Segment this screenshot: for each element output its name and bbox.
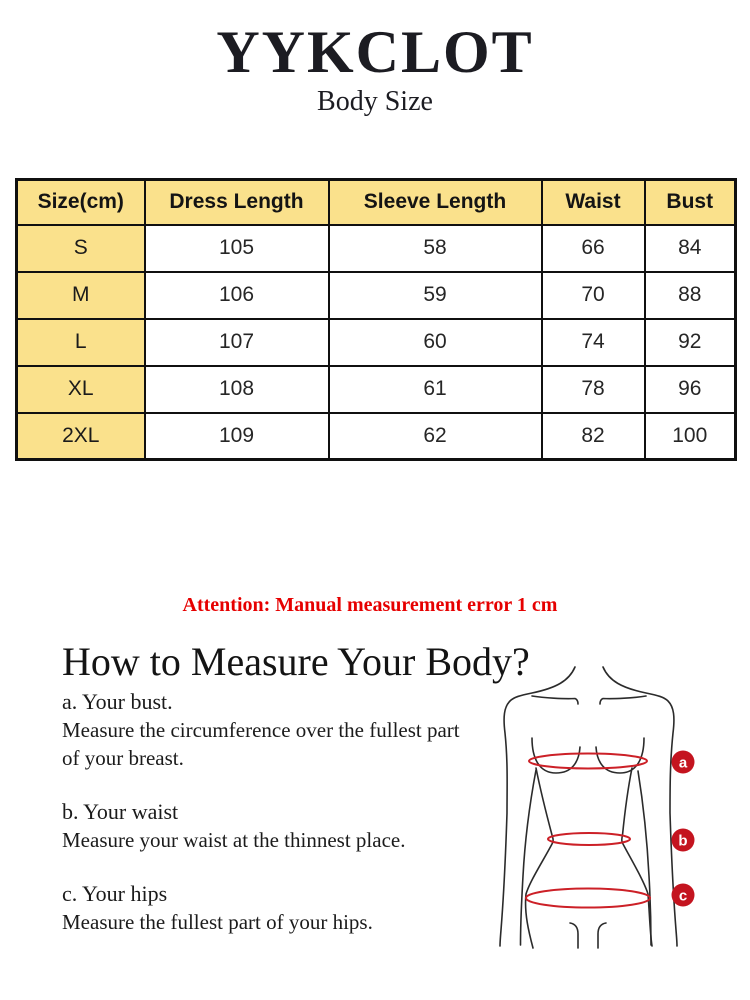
bust-instruction-label: a. Your bust. [62,689,173,714]
size-label: XL [17,366,145,413]
figure-left-torso-side [526,768,554,948]
waist-value: 74 [542,319,645,366]
hip-measure-line [526,889,650,908]
how-to-measure-title: How to Measure Your Body? [62,639,530,684]
table-row-2xl [17,413,736,460]
figure-left-inner-arm [521,770,537,945]
size-label: 2XL [17,413,145,460]
dress-length-value: 107 [145,319,329,366]
brand-title: YYKCLOT [216,19,534,85]
dress-length-value: 108 [145,366,329,413]
dress-length-value: 105 [145,225,329,272]
dress-length-value: 109 [145,413,329,460]
figure-left-collar-line [532,696,578,704]
waist-measure-line [548,833,630,845]
bust-value: 100 [645,413,736,460]
column-header-dress-length: Dress Length [145,180,329,225]
marker-b-letter: b [678,832,688,850]
bust-instruction-line: Measure the circumference over the fullest part [62,718,460,742]
hips-instruction [62,880,532,936]
waist-value: 82 [542,413,645,460]
how-to-measure-section [62,638,532,936]
size-label: M [17,272,145,319]
table-row-s [17,225,736,272]
sleeve-length-value: 59 [329,272,542,319]
sleeve-length-value: 62 [329,413,542,460]
column-header-sleeve-length: Sleeve Length [329,180,542,225]
size-table-header-row [17,180,736,225]
dress-length-value: 106 [145,272,329,319]
column-header-waist: Waist [542,180,645,225]
size-label: S [17,225,145,272]
body-figure-illustration [480,630,750,960]
bust-instruction [62,688,532,772]
attention-note: Attention: Manual measurement error 1 cm [182,594,558,616]
column-header-size: Size(cm) [17,180,145,225]
waist-value: 70 [542,272,645,319]
sleeve-length-value: 58 [329,225,542,272]
table-row-xl [17,366,736,413]
column-header-bust: Bust [645,180,736,225]
bust-measure-line [529,754,647,769]
bust-value: 92 [645,319,736,366]
figure-left-leg-inner [570,923,578,948]
size-table [15,178,737,461]
figure-right-leg-inner [598,923,606,948]
waist-instruction-label: b. Your waist [62,799,179,824]
waist-value: 66 [542,225,645,272]
hips-instruction-line: Measure the fullest part of your hips. [62,910,373,934]
bust-value: 88 [645,272,736,319]
marker-c-letter: c [678,887,688,905]
bust-instruction-line: of your breast. [62,746,184,770]
waist-instruction-line: Measure your waist at the thinnest place. [62,828,406,852]
bust-value: 84 [645,225,736,272]
table-row-l [17,319,736,366]
size-label: L [17,319,145,366]
bust-value: 96 [645,366,736,413]
marker-a-letter: a [678,754,688,772]
page-subtitle: Body Size [317,86,433,117]
hips-instruction-label: c. Your hips [62,881,168,906]
sleeve-length-value: 61 [329,366,542,413]
figure-right-collar-line [600,696,646,704]
waist-value: 78 [542,366,645,413]
sleeve-length-value: 60 [329,319,542,366]
waist-instruction [62,798,532,854]
table-row-m [17,272,736,319]
